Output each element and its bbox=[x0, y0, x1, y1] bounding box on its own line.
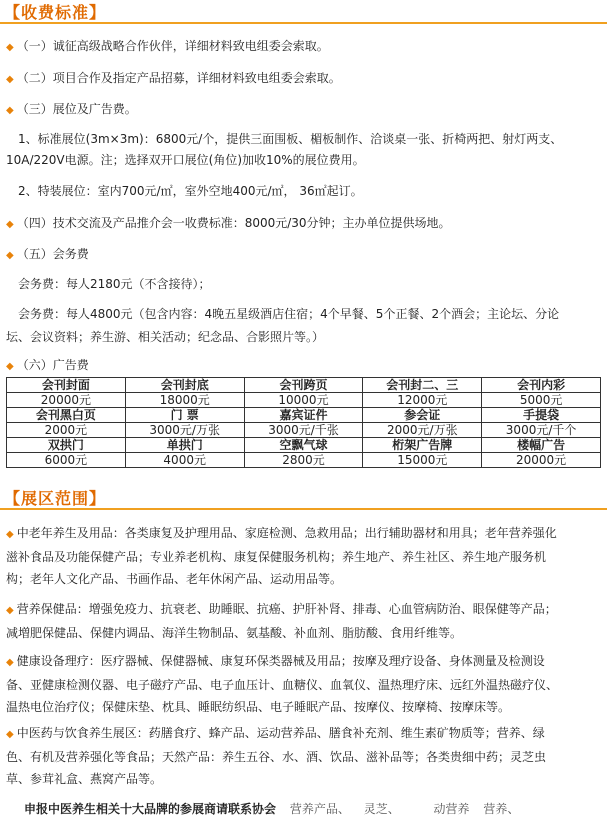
diamond-bullet-icon: ◆ bbox=[6, 361, 14, 372]
table-header-cell: 门 票 bbox=[125, 408, 244, 423]
section-divider bbox=[0, 22, 607, 24]
table-header-cell: 参会证 bbox=[363, 408, 482, 423]
scope-paragraph-elderly: ◆ 中老年养生及用品：各类康复及护理用品、家庭检测、急救用品；出行辅助器材和用具；老年营养强化 滋补食品及功能保健产品；专业养老机构、康复保健服务机构；养生地产、养生社区、养生地产服务机 构；老年人文化产品、书画作品、老年休闲产品、运动用品等。 bbox=[6, 526, 557, 586]
table-row bbox=[7, 453, 601, 468]
table-cell: 4000元 bbox=[125, 453, 244, 468]
table-row bbox=[7, 423, 601, 438]
diamond-bullet-icon: ◆ bbox=[6, 250, 14, 261]
table-header-cell: 嘉宾证件 bbox=[244, 408, 363, 423]
table-header-cell: 会刊跨页 bbox=[244, 378, 363, 393]
table-cell: 3000元/千张 bbox=[244, 423, 363, 438]
footer-main: 申报中医养生相关十大品牌的参展商请联系协会 bbox=[24, 802, 277, 816]
table-cell: 3000元/千个 bbox=[482, 423, 601, 438]
table-row bbox=[7, 438, 601, 453]
diamond-bullet-icon: ◆ bbox=[6, 219, 14, 230]
meeting-fee-title: ◆ （五）会务费 bbox=[6, 247, 89, 261]
table-cell: 12000元 bbox=[363, 393, 482, 408]
table-header-cell: 会刊封底 bbox=[125, 378, 244, 393]
table-row bbox=[7, 408, 601, 423]
diamond-bullet-icon: ◆ bbox=[6, 74, 14, 85]
scope-section-title: 【展区范围】 bbox=[4, 489, 107, 508]
scope-paragraph-supplements: ◆ 营养保健品：增强免疫力、抗衰老、助睡眠、抗癌、护肝补肾、排毒、心血管病防治、眼保健等产品； 减増肥保健品、保健内调品、海洋生物制品、氨基酸、补血剂、脂肪酸、食用纤维等。 bbox=[6, 602, 557, 640]
table-header-cell: 空飘气球 bbox=[244, 438, 363, 453]
footer-fragment: 营养产品、 bbox=[289, 802, 350, 816]
meeting-fee-1: 会务费：每人2180元（不含接待）； bbox=[18, 277, 211, 291]
footer-fragment: 灵芝、 bbox=[363, 802, 400, 816]
booth-standard-line-2: 10A/220V电源。注；选择双开口展位(角位)加收10%的展位费用。 bbox=[6, 153, 365, 167]
table-cell: 15000元 bbox=[363, 453, 482, 468]
table-row bbox=[7, 393, 601, 408]
diamond-bullet-icon: ◆ bbox=[6, 729, 14, 740]
diamond-bullet-icon: ◆ bbox=[6, 605, 14, 616]
footer-fragment: 营养、 bbox=[483, 802, 520, 816]
table-header-cell: 桁架广告牌 bbox=[363, 438, 482, 453]
table-header-cell: 单拱门 bbox=[125, 438, 244, 453]
fee-item-2: ◆ （二）项目合作及指定产品招募，详细材料致电组委会索取。 bbox=[6, 71, 341, 85]
table-header-cell: 会刊封二、三 bbox=[363, 378, 482, 393]
section-divider bbox=[0, 508, 607, 510]
fee-section-header bbox=[0, 2, 607, 24]
tech-exchange-item: ◆ （四）技术交流及产品推介会一收费标准：8000元/30分钟；主办单位提供场地。 bbox=[6, 216, 451, 230]
diamond-bullet-icon: ◆ bbox=[6, 105, 14, 116]
diamond-bullet-icon: ◆ bbox=[6, 42, 14, 53]
footer-note bbox=[24, 800, 519, 817]
scope-paragraph-tcm: ◆ 中医药与饮食养生展区：药膳食疗、蜂产品、运动营养品、膳食补充剂、维生素矿物质等；营养、绿 色、有机及营养强化等食品；天然产品：养生五谷、水、酒、饮品、滋补品等；各类贵细中药；灵芝虫 草、参茸礼盒、燕窝产品等。 bbox=[6, 726, 547, 786]
table-cell: 2800元 bbox=[244, 453, 363, 468]
table-header-cell: 手提袋 bbox=[482, 408, 601, 423]
table-header-cell: 楼幅广告 bbox=[482, 438, 601, 453]
table-header-cell: 会刊封面 bbox=[7, 378, 126, 393]
fee-section-title: 【收费标准】 bbox=[4, 3, 107, 22]
table-cell: 5000元 bbox=[482, 393, 601, 408]
table-cell: 20000元 bbox=[482, 453, 601, 468]
scope-section-header bbox=[0, 488, 607, 510]
scope-paragraph-devices: ◆ 健康设备理疗：医疗器械、保健器械、康复环保类器械及用品；按摩及理疗设备、身体测量及检测设 备、亚健康检测仪器、电子磁疗产品、电子血压计、血糖仪、血氧仪、温热理疗床、远红外温热磁疗仪、 温热电位治疗仪；保健床垫、枕具、睡眠纺织品、电子睡眠产品、按摩仪、按摩椅、按摩床等。 bbox=[6, 654, 559, 714]
booth-standard-line-1: 1、标准展位(3m×3m)：6800元/个，提供三面围板、楣板制作、洽谈桌一张、折椅两把、射灯两支、 bbox=[18, 132, 563, 146]
table-cell: 2000元 bbox=[7, 423, 126, 438]
footer-fragment: 动营养 bbox=[433, 802, 470, 816]
ad-price-table bbox=[6, 377, 601, 468]
meeting-fee-2-line-2: 坛、会议资料；养生游、相关活动；纪念品、合影照片等。） bbox=[6, 330, 325, 344]
table-cell: 10000元 bbox=[244, 393, 363, 408]
table-header-cell: 双拱门 bbox=[7, 438, 126, 453]
table-header-cell: 会刊黑白页 bbox=[7, 408, 126, 423]
table-cell: 2000元/万张 bbox=[363, 423, 482, 438]
table-cell: 20000元 bbox=[7, 393, 126, 408]
meeting-fee-2-line-1: 会务费：每人4800元（包含内容：4晚五星级酒店住宿；4个早餐、5个正餐、2个酒会；主论坛、分论 bbox=[18, 307, 560, 321]
fee-item-1: ◆ （一）诚征高级战略合作伙伴，详细材料致电组委会索取。 bbox=[6, 39, 329, 53]
fee-item-3: ◆ （三）展位及广告费。 bbox=[6, 102, 137, 116]
table-row bbox=[7, 378, 601, 393]
table-header-cell: 会刊内彩 bbox=[482, 378, 601, 393]
diamond-bullet-icon: ◆ bbox=[6, 657, 14, 668]
table-cell: 6000元 bbox=[7, 453, 126, 468]
booth-special: 2、特装展位：室内700元/㎡，室外空地400元/㎡， 36㎡起订。 bbox=[18, 184, 363, 198]
diamond-bullet-icon: ◆ bbox=[6, 529, 14, 540]
table-cell: 3000元/万张 bbox=[125, 423, 244, 438]
ad-fee-title: ◆ （六）广告费 bbox=[6, 358, 89, 372]
table-cell: 18000元 bbox=[125, 393, 244, 408]
